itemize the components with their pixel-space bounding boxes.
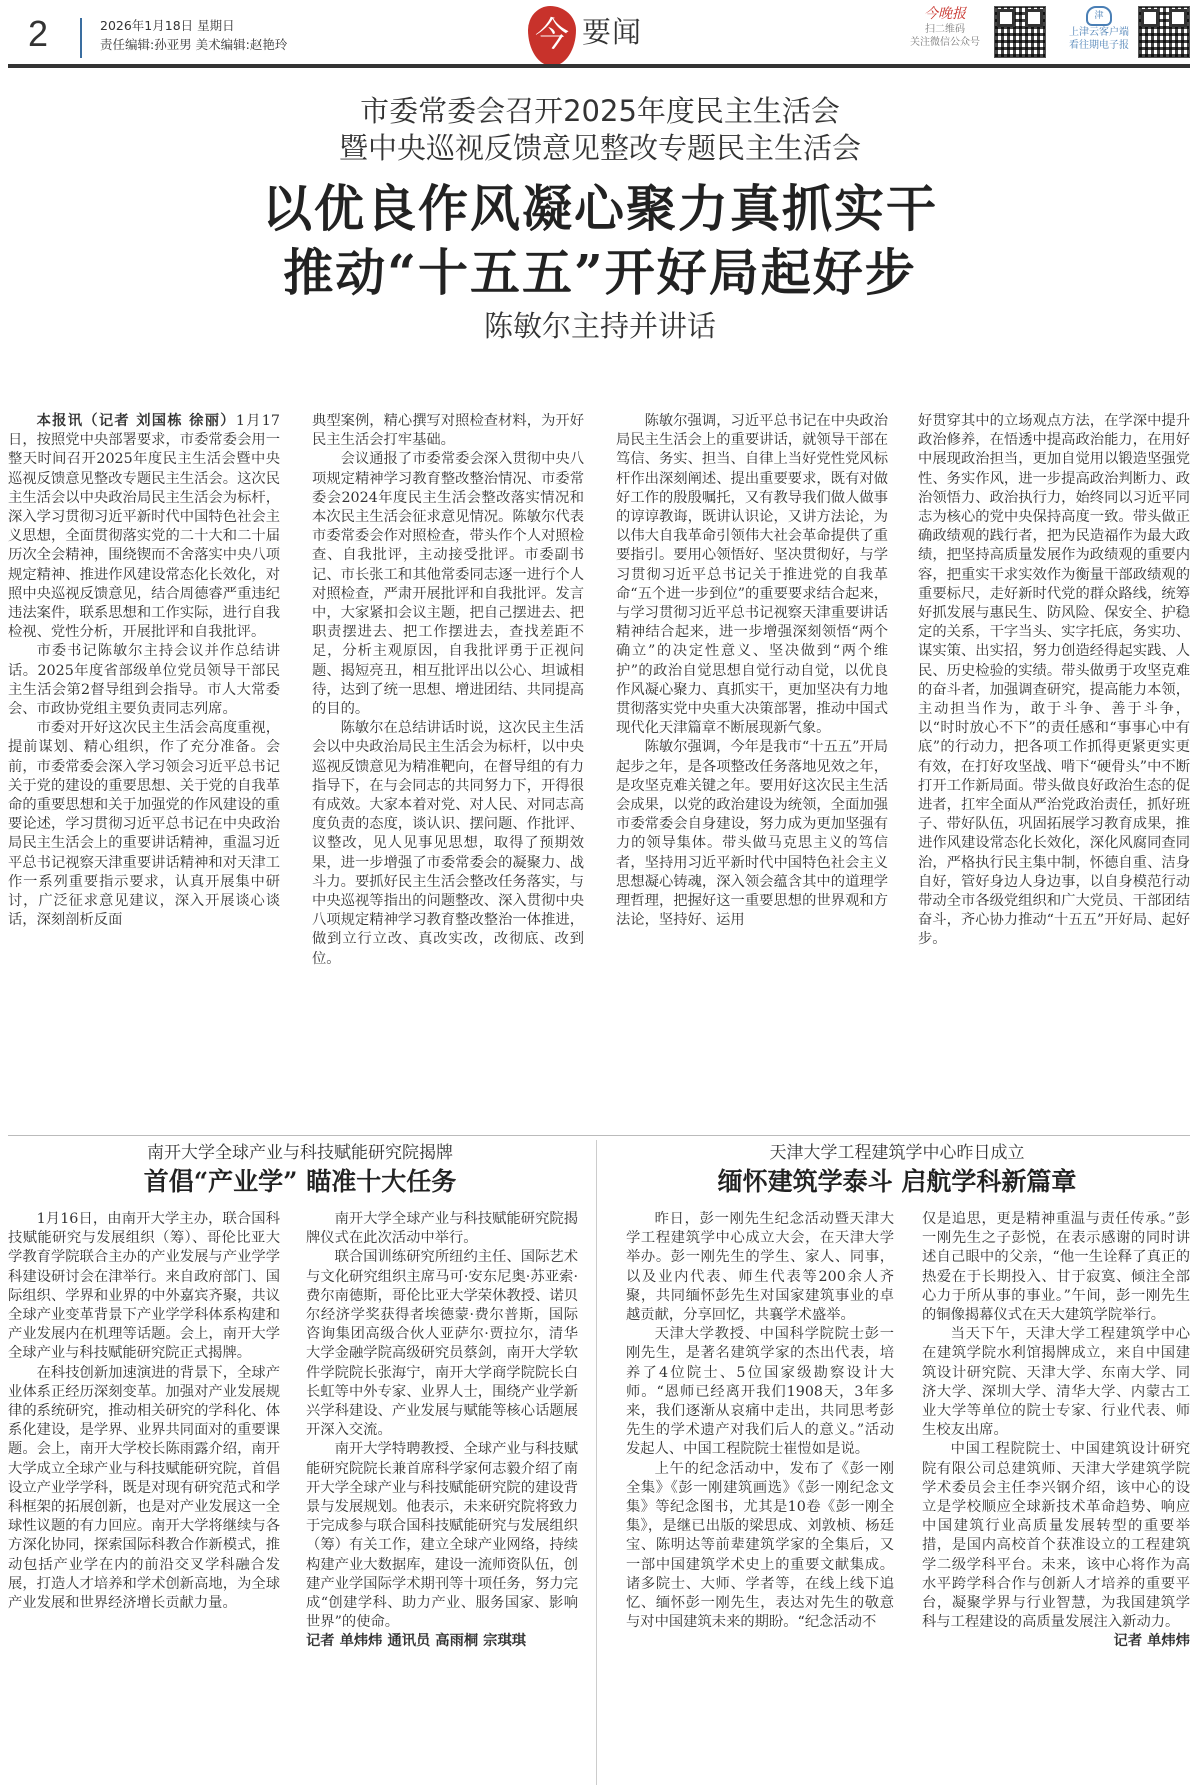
lead-column-1 <box>8 412 280 930</box>
lead-paragraph <box>8 412 280 642</box>
cloud-line-1: 上津云客户端 <box>1069 27 1129 38</box>
paragraph-text: 1月17日，按照党中央部署要求，市委常委会用一整天时间召开2025年度民主生活会暨中央巡视反馈意见整改专题民主生活会。这次民主生活会以中央政治局民主生活会为标杆，深入学习贯彻习近平新时代中国特色社会主义思想，全面贯彻落实党的二十大和二十届历次全会精神，围绕锲而不舍落实中央八项规定精神、推进作风建设常态化长效化，对照中央巡视反馈意见，结合周德睿严重违纪违法案件，联系思想和工作实际，进行自我检视、党性分析，开展批评和自我批评。 <box>8 413 280 641</box>
nankai-paragraph: 1月16日，由南开大学主办，联合国科技赋能研究与发展组织（筹）、哥伦比亚大学教育学院联合主办的产业发展与产业学学科建设研讨会在津举行。来自政府部门、国际组织、学界和业界的中外嘉宾齐聚，共议全球产业变革背景下产业学学科体系构建和产业发展内在机理等话题。会上，南开大学全球产业与科技赋能研究院正式揭牌。 <box>8 1211 280 1362</box>
wechat-qr-code-icon[interactable] <box>994 6 1046 58</box>
lead-byline: 陈敏尔主持并讲话 <box>483 309 716 343</box>
lead-paragraph: 陈敏尔在总结讲话时说，这次民主生活会以中央政治局民主生活会为标杆，以中央巡视反馈意见为精准靶向，在督导组的有力指导下，在与会同志的共同努力下，开得很有成效。大家本着对党、对人民、对同志高度负责的态度，谈认识、摆问题、作批评、议整改，见人见事见思想，取得了预期效果，进一步增强了市委常委会的凝聚力、战斗力。要抓好民主生活会整改任务落实，与中央巡视等指出的问题整改、深入贯彻中央八项规定精神学习教育整改整治一体推进，做到立行立改、真改实改，改彻底、改到位。 <box>312 720 584 967</box>
tianda-column-1 <box>626 1210 894 1632</box>
brand-block <box>905 6 985 49</box>
nankai-paragraph: 联合国训练研究所纽约主任、国际艺术与文化研究组织主席马可·安东尼奥·苏亚索·费尔南德斯，哥伦比亚大学荣休教授、诺贝尔经济学奖获得者埃德蒙·费尔普斯，国际咨询集团高级合伙人亚萨尔·贾拉尔，清华大学金融学院高级研究员蔡剑，南开大学软件学院院长张海宁，南开大学商学院院长白长虹等中外专家、业界人士，围绕产业学新兴学科建设、产业发展与赋能等核心话题展开深入交流。 <box>306 1249 578 1439</box>
lead-kicker-2: 暨中央巡视反馈意见整改专题民主生活会 <box>338 131 861 165</box>
brand-logo: 今晚报 <box>924 6 966 22</box>
cloud-icon: 津 <box>1086 6 1112 26</box>
section-seal-icon: 今 <box>528 6 576 66</box>
tianda-kicker: 天津大学工程建筑学中心昨日成立 <box>769 1143 1025 1163</box>
lead-paragraph: 好贯穿其中的立场观点方法，在学深中提升政治修养，在悟透中提高政治能力，在用好中展现政治担当，更加自觉用以锻造坚强党性、务实作风，进一步提高政治判断力、政治领悟力、政治执行力，始终同以习近平同志为核心的党中央保持高度一致。带头做正确政绩观的践行者，把为民造福作为最大政绩，把坚持高质量发展作为政绩观的重要内容，把重实干求实效作为衡量干部政绩观的重要标尺，走好新时代党的群众路线，统筹好抓发展与惠民生、防风险、保安全、护稳定的关系，干字当头、实字托底，务实功、谋实策、出实招，努力创造经得起实践、人民、历史检验的实绩。带头做勇于攻坚克难的奋斗者，加强调查研究，提高能力本领，主动担当作为，敢于斗争、善于斗争，以“时时放心不下”的责任感和“事事心中有底”的行动力，把各项工作抓得更紧更实更有效，在打好攻坚战、啃下“硬骨头”中不断打开工作新局面。带头做良好政治生态的促进者，扛牢全面从严治党政治责任，抓好班子、带好队伍，巩固拓展学习教育成果，推进作风建设常态化长效化，深化风腐同查同治，严格执行民主集中制，怀德自重、洁身自好，管好身边人身边事，以自身模范行动带动全市各级党组织和广大党员、干部团结奋斗，齐心协力推动“十五五”开好局、起好步。 <box>918 413 1190 948</box>
lead-paragraph: 陈敏尔强调，习近平总书记在中央政治局民主生活会上的重要讲话，就领导干部在笃信、务实、担当、自律上当好党性党风标杆作出深刻阐述、提出重要要求，既有对做好工作的殷殷嘱托，又有教导我们做人做事的谆谆教诲，既讲认识论，又讲方法论，为以伟大自我革命引领伟大社会革命提供了重要指引。要用心领悟好、坚决贯彻好，与学习贯彻习近平总书记关于推进党的自我革命“五个进一步到位”的重要要求结合起来，与学习贯彻习近平总书记视察天津重要讲话精神结合起来，进一步增强深刻领悟“两个确立”的决定性意义、坚决做到“两个维护”的政治自觉思想自觉行动自觉，以优良作风凝心聚力、真抓实干，更加坚决有力地贯彻落实党中央重大决策部署，推动中国式现代化天津篇章不断展现新气象。 <box>616 413 888 737</box>
tianda-paragraph: 当天下午，天津大学工程建筑学中心在建筑学院水利馆揭牌成立，来自中国建筑设计研究院、天津大学、东南大学、同济大学、深圳大学、清华大学、内蒙古工业大学等单位的院士专家、行业代表、师生校友出席。 <box>922 1326 1190 1439</box>
nankai-credit: 记者 单炜炜 通讯员 高雨桐 宗琪琪 <box>306 1633 527 1650</box>
tianda-credit: 记者 单炜炜 <box>1113 1633 1190 1650</box>
tianda-paragraph: 昨日，彭一刚先生纪念活动暨天津大学工程建筑学中心成立大会，在天津大学举办。彭一刚先生的学生、家人、同事，以及业内代表、师生代表等200余人齐聚，共同缅怀彭先生对国家建筑事业的卓越贡献，分享回忆，共襄学术盛举。 <box>626 1211 894 1324</box>
app-qr-code-icon[interactable] <box>1138 6 1190 58</box>
tianda-paragraph: 上午的纪念活动中，发布了《彭一刚全集》《彭一刚建筑画选》《彭一刚纪念文集》等纪念图书，尤其是10卷《彭一刚全集》，是继已出版的梁思成、刘敦桢、杨廷宝、陈明达等前辈建筑学家的全集后，又一部中国建筑学术史上的重要文献集成。诸多院士、大师、学者等，在线上线下追忆、缅怀彭一刚先生，表达对先生的敬意与对中国建筑未来的期盼。“纪念活动不 <box>626 1460 894 1631</box>
nankai-title: 首倡“产业学” 瞄准十大任务 <box>143 1167 457 1196</box>
header-meta <box>100 16 287 54</box>
nankai-kicker: 南开大学全球产业与科技赋能研究院揭牌 <box>147 1143 453 1163</box>
lead-title-2: 推动“十五五”开好局起好步 <box>283 243 917 302</box>
lead-kicker-1: 市委常委会召开2025年度民主生活会 <box>360 94 840 128</box>
tianda-column-2 <box>922 1210 1190 1652</box>
page-header <box>0 0 1200 66</box>
brand-line-1: 扫二维码 <box>925 24 965 35</box>
lead-paragraph: 市委书记陈敏尔主持会议并作总结讲话。2025年度省部级单位党员领导干部民主生活会第2督导组到会指导。市人大常委会、市政协党组主要负责同志列席。 <box>8 643 280 718</box>
cloud-app-block <box>1060 6 1138 52</box>
lead-paragraph: 陈敏尔强调，今年是我市“十五五”开局起步之年，是各项整改任务落地见效之年，是攻坚克难关键之年。要用好这次民主生活会成果，以党的政治建设为统领，全面加强市委常委会自身建设，努力成为更加坚强有力的领导集体。带头做马克思主义的笃信者，坚持用习近平新时代中国特色社会主义思想凝心铸魂，深入领会蕴含其中的道理学理哲理，把握好这一重要思想的世界观和方法论，坚持好、运用 <box>616 739 888 929</box>
nankai-paragraph: 南开大学特聘教授、全球产业与科技赋能研究院院长兼首席科学家何志毅介绍了南开大学全球产业与科技赋能研究院的建设背景与发展规划。他表示，未来研究院将致力于完成参与联合国科技赋能研究与发展组织（筹）有关工作，建立全球产业网络，持续构建产业大数据库，建设一流师资队伍，创建产业学国际学术期刊等十项任务，努力完成“创建学科、助力产业、服务国家、影响世界”的使命。 <box>306 1441 578 1631</box>
nankai-column-1 <box>8 1210 280 1613</box>
section-divider <box>8 1135 1190 1136</box>
issue-date: 2026年1月18日 星期日 <box>100 18 235 33</box>
section-name: 要闻 <box>582 15 643 49</box>
page-number: 2 <box>28 13 49 54</box>
lead-title-1: 以优良作风凝心聚力真抓实干 <box>262 179 938 238</box>
brand-line-2: 关注微信公众号 <box>910 37 980 48</box>
lead-paragraph: 市委对开好这次民主生活会高度重视，提前谋划、精心组织，作了充分准备。会前，市委常委会深入学习领会习近平总书记关于党的建设的重要思想、关于党的自我革命的重要思想和关于加强党的作风建设的重要论述，学习贯彻习近平总书记在中央政治局民主生活会上的重要讲话精神，重温习近平总书记视察天津重要讲话精神和对天津工作一系列重要指示要求，认真开展集中研讨，广泛征求意见建议，深入开展谈心谈话，深刻剖析反面 <box>8 720 280 929</box>
lead-paragraph: 典型案例，精心撰写对照检查材料，为开好民主生活会打牢基础。 <box>312 413 584 449</box>
nankai-column-2 <box>306 1210 578 1652</box>
header-divider <box>80 18 82 58</box>
tianda-paragraph: 仅是追思，更是精神重温与责任传承。”彭一刚先生之子彭悦，在表示感谢的同时讲述自己眼中的父亲，“他一生诠释了真正的热爱在于长期投入、甘于寂寞、倾注全部心力于所从事的事业。”午间，彭一刚先生的铜像揭幕仪式在天大建筑学院举行。 <box>922 1211 1190 1324</box>
header-rule <box>8 64 1190 68</box>
tianda-paragraph: 中国工程院院士、中国建筑设计研究院有限公司总建筑师、天津大学建筑学院学术委员会主任李兴钢介绍，该中心的设立是学校顺应全球新技术革命趋势、响应中国建筑行业高质量发展转型的重要举措，是国内高校首个获准设立的工程建筑学二级学科平台。未来，该中心将作为高水平跨学科合作与创新人才培养的重要平台，凝聚学界与行业智慧，为我国建筑学科与工程建设的高质量发展注入新动力。 <box>922 1441 1190 1631</box>
dateline: 本报讯（记者 刘国栋 徐丽） <box>36 413 236 429</box>
lead-paragraph: 会议通报了市委常委会深入贯彻中央八项规定精神学习教育整改整治情况、市委常委会2024年度民主生活会整改落实情况和本次民主生活会征求意见情况。陈敏尔代表市委常委会作对照检查，带头作个人对照检查、自我批评，主动接受批评。市委副书记、市长张工和其他常委同志逐一进行个人对照检查，严肃开展批评和自我批评。发言中，大家紧扣会议主题，把自己摆进去、把职责摆进去、把工作摆进去，查找差距不足，分析主观原因，自我批评勇于正视问题、揭短亮丑，相互批评出以公心、坦诚相待，达到了统一思想、增进团结、共同提高的目的。 <box>312 451 584 718</box>
lead-column-2 <box>312 412 584 969</box>
lead-column-3 <box>616 412 888 930</box>
nankai-paragraph: 在科技创新加速演进的背景下，全球产业体系正经历深刻变革。加强对产业发展规律的系统研究，推动相关研究的学科化、体系化建设，是学界、业界共同面对的重要课题。会上，南开大学校长陈雨露介绍，南开大学成立全球产业与科技赋能研究院，首倡设立产业学学科，既是对现有研究范式和学科框架的拓展创新，也是对产业发展这一全球性议题的有力回应。南开大学将继续与各方深化协同，探索国际科教合作新模式，推动包括产业学在内的前沿交叉学科融合发展，打造人才培养和学术创新高地，为全球产业发展和世界经济增长贡献力量。 <box>8 1364 280 1612</box>
story-divider <box>596 1140 597 1785</box>
nankai-paragraph: 南开大学全球产业与科技赋能研究院揭牌仪式在此次活动中举行。 <box>306 1211 578 1247</box>
tianda-paragraph: 天津大学教授、中国科学院院士彭一刚先生，是著名建筑学家的杰出代表，培养了4位院士、5位国家级勘察设计大师。“恩师已经离开我们1908天，3年多来，我们逐渐从哀痛中走出，共同思考彭先生的学术遗产对我们后人的意义。”活动发起人、中国工程院院士崔愷如是说。 <box>626 1326 894 1458</box>
lead-column-4 <box>918 412 1190 950</box>
editors: 责任编辑:孙亚男 美术编辑:赵艳玲 <box>100 37 288 52</box>
cloud-line-2: 看往期电子报 <box>1069 40 1129 51</box>
tianda-title: 缅怀建筑学泰斗 启航学科新篇章 <box>717 1167 1077 1196</box>
